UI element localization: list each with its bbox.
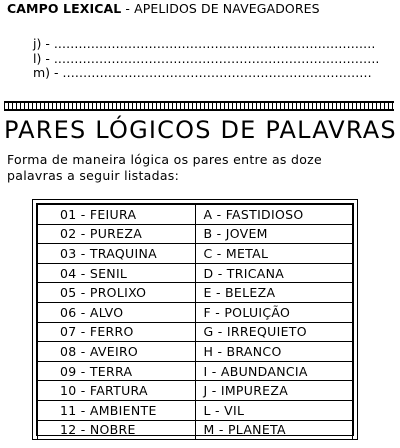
answer-line <box>33 36 376 52</box>
table-row <box>38 322 353 342</box>
answer-lines <box>33 36 380 81</box>
left-word-cell: 12 - NOBRE <box>38 420 196 440</box>
answer-line-label: j) - <box>33 36 54 51</box>
right-word-cell: I - ABUNDANCIA <box>195 361 353 381</box>
right-word-cell: D - TRICANA <box>195 263 353 283</box>
answer-line-dots: ........................................................................... <box>62 65 372 80</box>
table-row <box>38 400 353 420</box>
left-word-cell: 03 - TRAQUINA <box>38 244 196 264</box>
instructions-line: Forma de maneira lógica os pares entre as doze <box>7 152 323 167</box>
instructions <box>7 152 399 184</box>
answer-line-dots: ............................................................................... <box>53 50 380 66</box>
table-row <box>38 302 353 322</box>
header-subtitle: - APELIDOS DE NAVEGADORES <box>121 1 320 16</box>
answer-line-label: m) - <box>33 65 63 80</box>
right-word-cell: J - IMPUREZA <box>195 381 353 401</box>
right-word-cell: C - METAL <box>195 244 353 264</box>
table-row <box>38 381 353 401</box>
pairs-table-frame <box>32 199 358 440</box>
section-title: PARES LÓGICOS DE PALAVRAS <box>4 116 397 144</box>
left-word-cell: 09 - TERRA <box>38 361 196 381</box>
answer-line-label: l) - <box>33 50 54 66</box>
left-word-cell: 10 - FARTURA <box>38 381 196 401</box>
left-word-cell: 02 - PUREZA <box>38 224 196 244</box>
left-word-cell: 04 - SENIL <box>38 263 196 283</box>
decorative-divider <box>4 101 394 111</box>
right-word-cell: L - VIL <box>195 400 353 420</box>
table-row <box>38 263 353 283</box>
table-row <box>38 283 353 303</box>
table-row <box>38 361 353 381</box>
right-word-cell: H - BRANCO <box>195 342 353 362</box>
table-row <box>38 244 353 264</box>
instructions-line: palavras a seguir listadas: <box>7 168 180 183</box>
left-word-cell: 06 - ALVO <box>38 302 196 322</box>
pairs-table-inner-frame <box>36 203 354 436</box>
left-word-cell: 08 - AVEIRO <box>38 342 196 362</box>
right-word-cell: G - IRREQUIETO <box>195 322 353 342</box>
pairs-table <box>37 204 353 440</box>
page-header <box>7 1 320 16</box>
table-row <box>38 420 353 440</box>
right-word-cell: A - FASTIDIOSO <box>195 205 353 225</box>
left-word-cell: 07 - FERRO <box>38 322 196 342</box>
answer-line <box>33 50 380 67</box>
left-word-cell: 05 - PROLIXO <box>38 283 196 303</box>
right-word-cell: F - POLUIÇÃO <box>195 302 353 322</box>
right-word-cell: E - BELEZA <box>195 283 353 303</box>
header-topic: CAMPO LEXICAL <box>7 1 122 16</box>
table-row <box>38 205 353 225</box>
left-word-cell: 11 - AMBIENTE <box>38 400 196 420</box>
left-word-cell: 01 - FEIURA <box>38 205 196 225</box>
table-row <box>38 342 353 362</box>
answer-line <box>33 66 373 81</box>
right-word-cell: B - JOVEM <box>195 224 353 244</box>
answer-line-dots: .............................................................................. <box>53 36 376 51</box>
table-row <box>38 224 353 244</box>
right-word-cell: M - PLANETA <box>195 420 353 440</box>
